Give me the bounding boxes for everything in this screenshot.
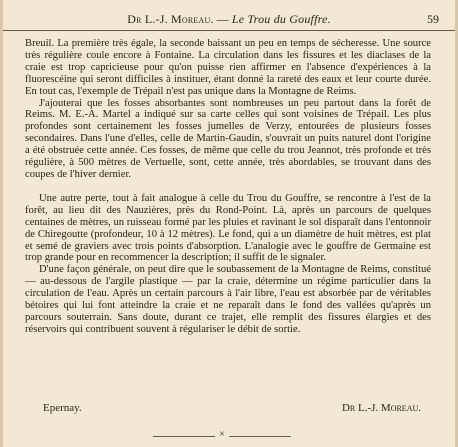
header-rule <box>3 30 455 31</box>
paragraph: Une autre perte, tout à fait analogue à celle du Trou du Gouffre, se rencontre à l'est de la forêt, au lieu dit des Nauzières, près du Rond-Point. Là, après un parcours de quelques centaines de mètres, un ruisseau formé par les pluies et ravinant le sol disparaît dans l'entonnoir de Chiregoutte (profondeur, 10 à 12 mètres). Le fond, qui a un diamètre de huit mètres, est plat et semé de graviers avec trois points d'absorption. L'analogie avec le gouffre de Germaine est trop grande pour en recommencer la description; il suffit de le signaler. <box>25 192 431 264</box>
signoff-signature: Dr L.-J. Moreau. <box>341 402 421 414</box>
paragraph: Breuil. La première très égale, la seconde baissant un peu en temps de sécheresse. Une source très régulière coule encore à Fontaine. La circulation dans les fissures et les diaclases de la craie est trop capricieuse pour qu'on puisse rien affirmer en l'absence d'expériences à la fluorescéine qui seront difficiles à instituer, étant donné la rareté des eaux et leur courte durée. En tout cas, l'exemple de Trépail n'est pas unique dans la Montagne de Reims. <box>25 38 431 97</box>
signoff-place: Epernay. <box>43 402 82 414</box>
paragraph: D'une façon générale, on peut dire que le soubassement de la Montagne de Reims, constitué — au-dessous de l'argile plastique — par la craie, détermine un régime particulier dans la circulation de l'eau. Après un certain parcours à l'air libre, l'eau est absorbée par de véritables bétoires qui lui font atteindre la craie et ne reparaît dans le fond des vallées qu'après un parcours souterrain. Sans doute, durant ce trajet, elle remplit des fissures élargies et des réservoirs qui contribuent souvent à régulariser le débit de sortie. <box>25 264 431 335</box>
running-header <box>3 0 455 26</box>
footer-ornament <box>3 429 455 442</box>
ornament-line-left <box>153 436 215 437</box>
article-body <box>25 38 431 336</box>
ornament-mark: × <box>219 429 225 440</box>
header-separator: — <box>216 12 229 26</box>
paragraph: J'ajouterai que les fosses absorbantes sont nombreuses un peu partout dans la forêt de Reims. M. E.-A. Martel a indiqué sur sa carte celles qui sont voisines de Trépail. Les plus profondes sont certainement les fosses jumelles de Verzy, entourées de plusieurs fosses secondaires. Dans l'une d'elles, celle de Martin-Gaudin, s'ouvrait un puits naturel dont l'origine a été obstruée cette année. Ces fosses, de même que celle du trou Jeannot, très profonde et très régulière, à 500 mètres de Vertuelle, sont, cette année, très abordables, se trouvant dans des coupes de l'hiver dernier. <box>25 97 431 180</box>
header-article-title: Le Trou du Gouffre. <box>231 12 331 26</box>
running-title <box>3 12 455 27</box>
ornament-line-right <box>229 436 291 437</box>
page-number: 59 <box>427 12 439 26</box>
header-author: Dr L.-J. Moreau. <box>127 12 214 26</box>
